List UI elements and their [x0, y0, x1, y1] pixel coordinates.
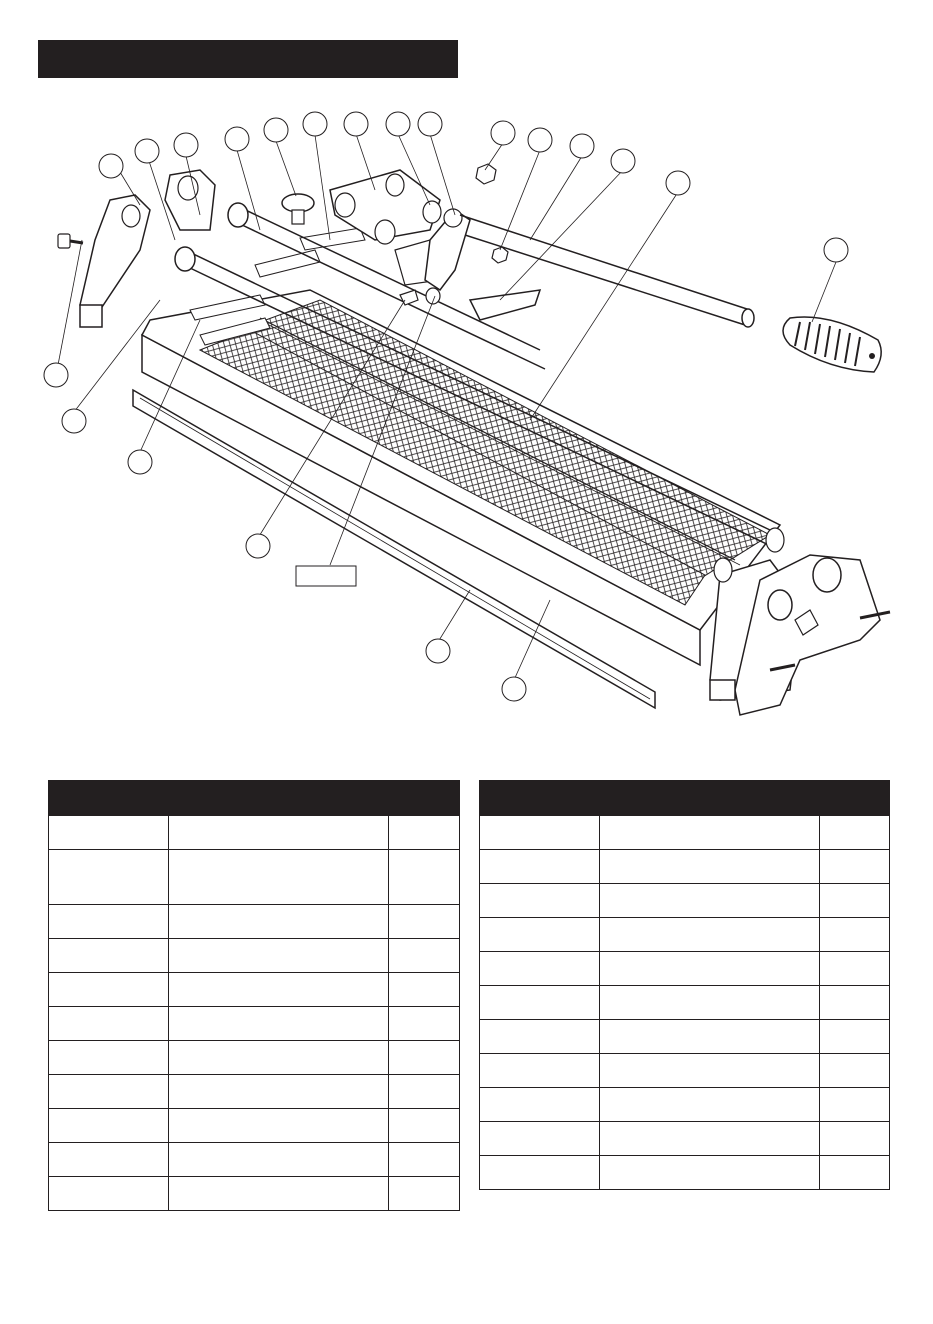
table-cell: [49, 1109, 169, 1143]
table-cell: [169, 939, 389, 973]
table-cell: [600, 918, 820, 952]
page-title: [38, 40, 458, 78]
table-row: [49, 939, 460, 973]
column-header: [169, 781, 389, 816]
column-header: [480, 781, 600, 816]
table-row: [480, 1156, 890, 1190]
table-cell: [820, 850, 890, 884]
table-row: [49, 1007, 460, 1041]
table-row: [480, 1088, 890, 1122]
table-cell: [49, 905, 169, 939]
table-cell: [480, 1054, 600, 1088]
table-row: [49, 1041, 460, 1075]
table-row: [480, 1020, 890, 1054]
table-cell: [49, 1041, 169, 1075]
table-cell: [600, 1088, 820, 1122]
table-row: [480, 884, 890, 918]
callout-18: [128, 450, 152, 474]
table-row: [480, 952, 890, 986]
table-cell: [49, 850, 169, 905]
table-row: [49, 1075, 460, 1109]
table-cell: [480, 816, 600, 850]
table-row: [480, 816, 890, 850]
callout-10: [491, 121, 515, 145]
table-cell: [169, 1075, 389, 1109]
callout-17: [62, 409, 86, 433]
table-cell: [600, 884, 820, 918]
callout-15: [824, 238, 848, 262]
table-cell: [480, 850, 600, 884]
table-cell: [600, 816, 820, 850]
callout-14: [666, 171, 690, 195]
table-cell: [389, 1007, 460, 1041]
table-row: [49, 1177, 460, 1211]
table-cell: [169, 905, 389, 939]
parts-table-right: [479, 780, 890, 1190]
table-cell: [169, 1041, 389, 1075]
callout-16: [44, 363, 68, 387]
table-cell: [389, 816, 460, 850]
cutter-carriage: [330, 170, 441, 285]
table-cell: [389, 1041, 460, 1075]
column-header: [389, 781, 460, 816]
column-header: [49, 781, 169, 816]
table-cell: [169, 1143, 389, 1177]
table-row: [49, 905, 460, 939]
table-cell: [480, 1088, 600, 1122]
callout-7: [344, 112, 368, 136]
column-header: [600, 781, 820, 816]
table-cell: [389, 939, 460, 973]
table-row: [480, 1054, 890, 1088]
table-cell: [820, 1088, 890, 1122]
table-cell: [169, 816, 389, 850]
table-header-row: [480, 781, 890, 816]
table-cell: [169, 1109, 389, 1143]
table-cell: [480, 1020, 600, 1054]
table-row: [49, 973, 460, 1007]
table-cell: [389, 1143, 460, 1177]
table-row: [480, 850, 890, 884]
table-cell: [600, 850, 820, 884]
table-cell: [49, 939, 169, 973]
table-cell: [389, 905, 460, 939]
table-cell: [600, 1122, 820, 1156]
table-cell: [820, 952, 890, 986]
callout-9: [418, 112, 442, 136]
table-cell: [820, 918, 890, 952]
table-cell: [820, 986, 890, 1020]
table-row: [49, 1109, 460, 1143]
table-cell: [600, 1156, 820, 1190]
callout-3: [174, 133, 198, 157]
callout-1: [99, 154, 123, 178]
table-row: [49, 816, 460, 850]
table-cell: [600, 952, 820, 986]
table-cell: [169, 1177, 389, 1211]
table-cell: [389, 850, 460, 905]
boxed-label: [296, 566, 356, 586]
callout-6: [303, 112, 327, 136]
callout-11: [528, 128, 552, 152]
table-row: [49, 1143, 460, 1177]
callout-21: [502, 677, 526, 701]
table-row: [49, 850, 460, 905]
callout-12: [570, 134, 594, 158]
hex-nuts: [476, 164, 508, 263]
table-cell: [49, 1075, 169, 1109]
cutting-bed: [200, 300, 770, 605]
table-cell: [480, 1156, 600, 1190]
callout-13: [611, 149, 635, 173]
table-row: [480, 1122, 890, 1156]
table-cell: [480, 918, 600, 952]
table-row: [480, 918, 890, 952]
table-cell: [169, 1007, 389, 1041]
callout-4: [225, 127, 249, 151]
table-cell: [480, 952, 600, 986]
table-cell: [49, 1007, 169, 1041]
table-cell: [820, 884, 890, 918]
table-cell: [49, 1143, 169, 1177]
table-cell: [49, 1177, 169, 1211]
locking-knob: [282, 194, 314, 224]
callout-8: [386, 112, 410, 136]
table-cell: [820, 1054, 890, 1088]
table-header-row: [49, 781, 460, 816]
table-cell: [820, 816, 890, 850]
callout-2: [135, 139, 159, 163]
exploded-view-diagram: [0, 100, 933, 740]
table-cell: [820, 1020, 890, 1054]
table-cell: [49, 973, 169, 1007]
table-cell: [389, 973, 460, 1007]
table-cell: [600, 986, 820, 1020]
table-cell: [600, 1020, 820, 1054]
table-cell: [389, 1075, 460, 1109]
table-cell: [820, 1156, 890, 1190]
callout-20: [426, 639, 450, 663]
table-cell: [600, 1054, 820, 1088]
callout-19: [246, 534, 270, 558]
table-cell: [480, 884, 600, 918]
table-cell: [820, 1122, 890, 1156]
column-header: [820, 781, 890, 816]
screw-left: [58, 234, 83, 248]
grip-handle: [783, 317, 881, 372]
table-cell: [169, 850, 389, 905]
parts-table-left: [48, 780, 460, 1211]
callout-5: [264, 118, 288, 142]
table-cell: [480, 986, 600, 1020]
table-cell: [480, 1122, 600, 1156]
table-cell: [389, 1177, 460, 1211]
table-cell: [389, 1109, 460, 1143]
table-cell: [49, 816, 169, 850]
table-cell: [169, 973, 389, 1007]
table-row: [480, 986, 890, 1020]
